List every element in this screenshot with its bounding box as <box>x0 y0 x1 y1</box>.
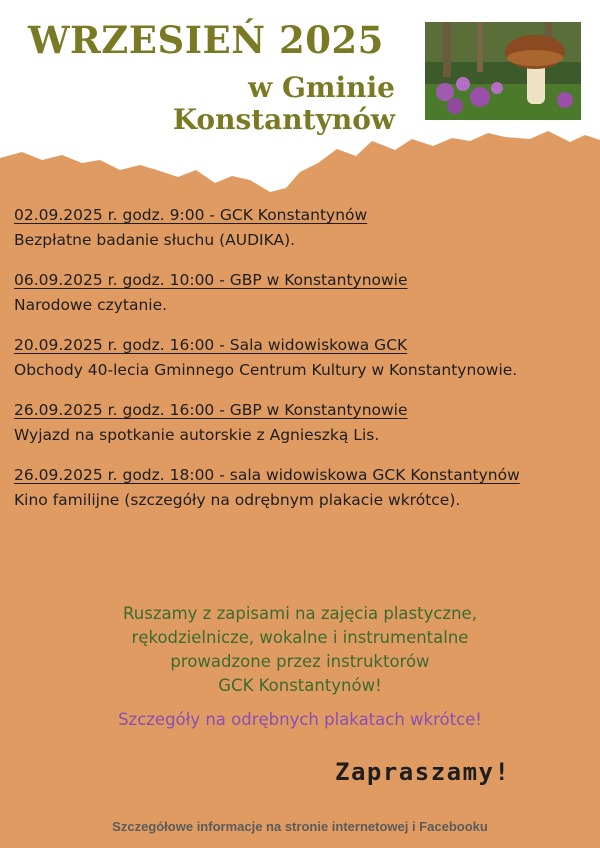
event-heading: 06.09.2025 r. godz. 10:00 - GBP w Konstantynowie <box>14 271 408 289</box>
invitation-text: Zapraszamy! <box>335 758 511 786</box>
notice-line: rękodzielnicze, wokalne i instrumentalne <box>131 628 469 647</box>
event-item <box>14 335 574 380</box>
page-subtitle <box>173 72 395 136</box>
event-item <box>14 465 574 510</box>
details-notice: Szczegóły na odrębnych plakatach wkrótce! <box>118 710 482 729</box>
event-description: Bezpłatne badanie słuchu (AUDIKA). <box>14 231 296 249</box>
notice-line: prowadzone przez instruktorów <box>170 652 430 671</box>
subtitle-line: w Gminie <box>248 71 395 104</box>
enrollment-notice <box>60 602 540 698</box>
event-item <box>14 400 574 445</box>
events-list <box>14 205 574 530</box>
event-description: Narodowe czytanie. <box>14 296 168 314</box>
event-heading: 26.09.2025 r. godz. 16:00 - GBP w Konstantynowie <box>14 401 408 419</box>
subtitle-line: Konstantynów <box>172 103 395 136</box>
event-heading: 26.09.2025 r. godz. 18:00 - sala widowiskowa GCK Konstantynów <box>14 466 520 484</box>
event-heading: 20.09.2025 r. godz. 16:00 - Sala widowiskowa GCK <box>14 336 408 354</box>
event-item <box>14 270 574 315</box>
event-description: Obchody 40-lecia Gminnego Centrum Kultury w Konstantynowie. <box>14 361 518 379</box>
notice-line: GCK Konstantynów! <box>218 676 382 695</box>
notice-line: Ruszamy z zapisami na zajęcia plastyczne, <box>123 604 477 623</box>
page-title: WRZESIEŃ 2025 <box>28 18 384 62</box>
footer-info: Szczegółowe informacje na stronie internetowej i Facebooku <box>112 819 488 834</box>
mushroom-photo <box>425 22 581 120</box>
event-description: Wyjazd na spotkanie autorskie z Agnieszką Lis. <box>14 426 380 444</box>
event-item <box>14 205 574 250</box>
event-heading: 02.09.2025 r. godz. 9:00 - GCK Konstantynów <box>14 206 368 224</box>
event-description: Kino familijne (szczegóły na odrębnym plakacie wkrótce). <box>14 491 461 509</box>
